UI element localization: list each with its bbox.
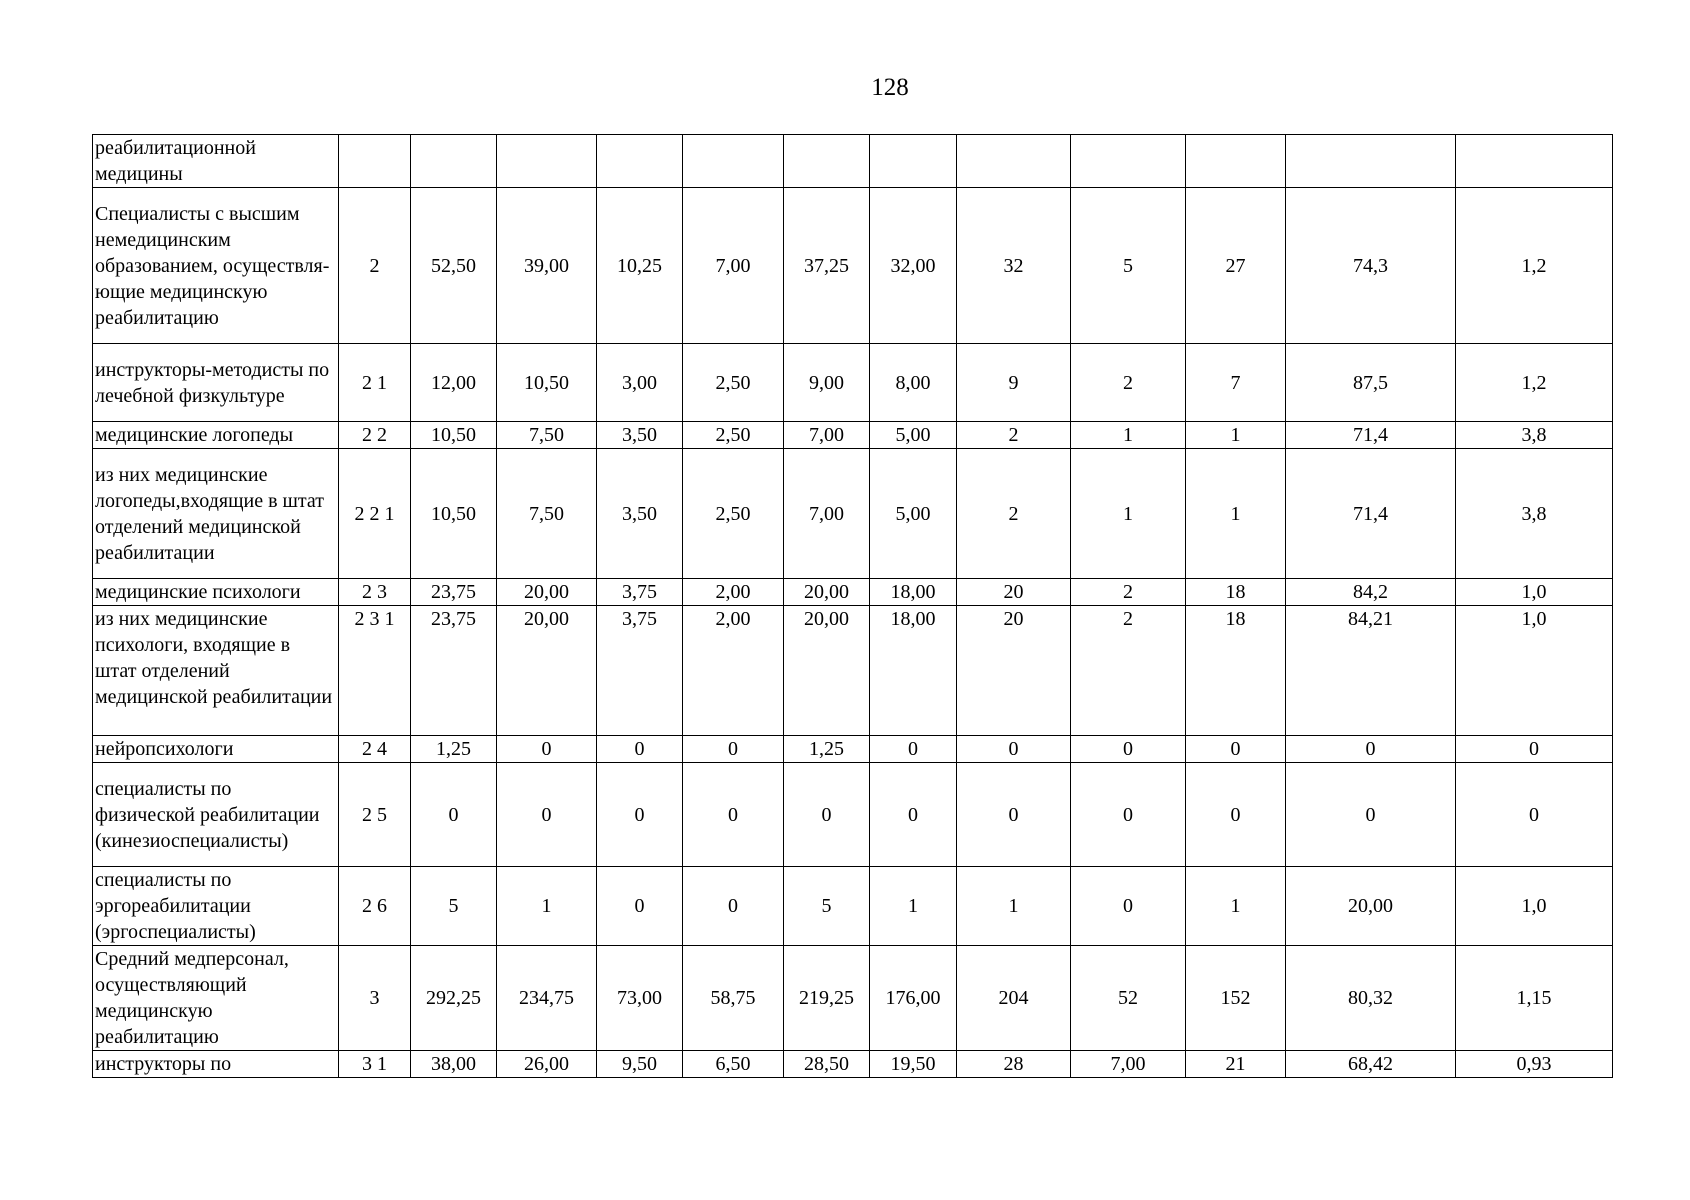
value-cell xyxy=(1286,135,1456,188)
value-cell: 18,00 xyxy=(870,606,957,736)
value-cell: 1 xyxy=(497,867,597,946)
value-cell xyxy=(597,135,683,188)
value-cell: 58,75 xyxy=(683,946,784,1051)
value-cell xyxy=(683,135,784,188)
row-code-cell: 2 6 xyxy=(339,867,411,946)
value-cell: 0 xyxy=(870,736,957,763)
value-cell: 7,50 xyxy=(497,422,597,449)
value-cell: 18,00 xyxy=(870,579,957,606)
value-cell: 2 xyxy=(1071,606,1186,736)
value-cell: 1,0 xyxy=(1456,606,1613,736)
value-cell: 1 xyxy=(1071,449,1186,579)
value-cell: 68,42 xyxy=(1286,1051,1456,1078)
value-cell: 0 xyxy=(597,867,683,946)
value-cell: 20,00 xyxy=(1286,867,1456,946)
row-name-cell: специалисты по эргореабилитации (эргоспециалисты) xyxy=(93,867,339,946)
value-cell: 0 xyxy=(411,763,497,867)
value-cell: 5 xyxy=(1071,188,1186,344)
value-cell: 73,00 xyxy=(597,946,683,1051)
value-cell: 3,50 xyxy=(597,449,683,579)
row-name-cell: нейропсихологи xyxy=(93,736,339,763)
row-name-cell: из них медицинские логопеды,входящие в штат отделений медицинской реабилитации xyxy=(93,449,339,579)
value-cell: 1,2 xyxy=(1456,188,1613,344)
value-cell: 0 xyxy=(784,763,870,867)
row-name-cell: Специалисты с высшим немедицинским образованием, осуществля-ющие медицинскую реабилитацию xyxy=(93,188,339,344)
value-cell: 0 xyxy=(1456,736,1613,763)
value-cell: 2,50 xyxy=(683,344,784,422)
value-cell: 1,25 xyxy=(784,736,870,763)
value-cell: 10,50 xyxy=(411,449,497,579)
value-cell: 176,00 xyxy=(870,946,957,1051)
value-cell: 1 xyxy=(1071,422,1186,449)
row-name-cell: Средний медперсонал, осуществляющий медицинскую реабилитацию xyxy=(93,946,339,1051)
value-cell: 10,50 xyxy=(497,344,597,422)
row-code-cell: 3 xyxy=(339,946,411,1051)
value-cell: 8,00 xyxy=(870,344,957,422)
value-cell: 2 xyxy=(957,449,1071,579)
value-cell: 1 xyxy=(1186,867,1286,946)
staffing-table xyxy=(92,134,1613,1078)
value-cell: 18 xyxy=(1186,579,1286,606)
value-cell: 3,8 xyxy=(1456,422,1613,449)
value-cell: 0 xyxy=(957,736,1071,763)
row-code-cell: 2 2 xyxy=(339,422,411,449)
table-row xyxy=(93,579,1613,606)
value-cell: 9 xyxy=(957,344,1071,422)
table-row xyxy=(93,135,1613,188)
value-cell: 204 xyxy=(957,946,1071,1051)
value-cell: 5 xyxy=(784,867,870,946)
value-cell: 0 xyxy=(1071,736,1186,763)
value-cell: 7,00 xyxy=(784,449,870,579)
value-cell: 234,75 xyxy=(497,946,597,1051)
value-cell: 23,75 xyxy=(411,579,497,606)
value-cell: 32 xyxy=(957,188,1071,344)
value-cell: 10,50 xyxy=(411,422,497,449)
value-cell: 84,2 xyxy=(1286,579,1456,606)
value-cell: 7,00 xyxy=(683,188,784,344)
value-cell: 20,00 xyxy=(784,606,870,736)
row-name-cell: медицинские логопеды xyxy=(93,422,339,449)
value-cell: 19,50 xyxy=(870,1051,957,1078)
value-cell: 20,00 xyxy=(497,579,597,606)
table-row xyxy=(93,422,1613,449)
value-cell: 37,25 xyxy=(784,188,870,344)
value-cell: 2 xyxy=(1071,344,1186,422)
value-cell: 0 xyxy=(870,763,957,867)
value-cell: 2 xyxy=(957,422,1071,449)
value-cell: 0 xyxy=(683,867,784,946)
value-cell: 6,50 xyxy=(683,1051,784,1078)
value-cell: 152 xyxy=(1186,946,1286,1051)
value-cell xyxy=(784,135,870,188)
value-cell: 7,00 xyxy=(784,422,870,449)
value-cell: 32,00 xyxy=(870,188,957,344)
row-code-cell: 2 4 xyxy=(339,736,411,763)
value-cell: 1 xyxy=(957,867,1071,946)
row-name-cell: из них медицинские психологи, входящие в штат отделений медицинской реабилитации xyxy=(93,606,339,736)
value-cell: 9,00 xyxy=(784,344,870,422)
value-cell: 3,75 xyxy=(597,579,683,606)
table-row xyxy=(93,1051,1613,1078)
value-cell: 52 xyxy=(1071,946,1186,1051)
value-cell: 74,3 xyxy=(1286,188,1456,344)
value-cell xyxy=(957,135,1071,188)
value-cell: 20 xyxy=(957,579,1071,606)
row-code-cell: 2 3 xyxy=(339,579,411,606)
value-cell: 3,50 xyxy=(597,422,683,449)
value-cell: 7,00 xyxy=(1071,1051,1186,1078)
value-cell: 10,25 xyxy=(597,188,683,344)
value-cell: 28,50 xyxy=(784,1051,870,1078)
value-cell: 3,00 xyxy=(597,344,683,422)
value-cell: 27 xyxy=(1186,188,1286,344)
value-cell: 18 xyxy=(1186,606,1286,736)
value-cell: 219,25 xyxy=(784,946,870,1051)
value-cell: 0 xyxy=(1186,736,1286,763)
row-name-cell: реабилитационной медицины xyxy=(93,135,339,188)
value-cell: 20,00 xyxy=(784,579,870,606)
row-name-cell: инструкторы по xyxy=(93,1051,339,1078)
table-row xyxy=(93,449,1613,579)
value-cell: 12,00 xyxy=(411,344,497,422)
row-name-cell: медицинские психологи xyxy=(93,579,339,606)
table-row xyxy=(93,736,1613,763)
table-row xyxy=(93,946,1613,1051)
value-cell: 0 xyxy=(1456,763,1613,867)
row-code-cell: 2 2 1 xyxy=(339,449,411,579)
value-cell: 1 xyxy=(1186,422,1286,449)
value-cell: 1 xyxy=(870,867,957,946)
value-cell: 0 xyxy=(1186,763,1286,867)
value-cell xyxy=(411,135,497,188)
table-row xyxy=(93,344,1613,422)
value-cell: 0 xyxy=(1071,867,1186,946)
value-cell: 38,00 xyxy=(411,1051,497,1078)
value-cell: 1 xyxy=(1186,449,1286,579)
value-cell xyxy=(1456,135,1613,188)
value-cell: 84,21 xyxy=(1286,606,1456,736)
value-cell: 2,00 xyxy=(683,606,784,736)
value-cell: 0 xyxy=(1071,763,1186,867)
value-cell: 0 xyxy=(957,763,1071,867)
value-cell: 71,4 xyxy=(1286,422,1456,449)
row-code-cell: 3 1 xyxy=(339,1051,411,1078)
row-name-cell: специалисты по физической реабилитации (кинезиоспециалисты) xyxy=(93,763,339,867)
value-cell: 5 xyxy=(411,867,497,946)
value-cell: 0 xyxy=(683,736,784,763)
value-cell: 5,00 xyxy=(870,449,957,579)
value-cell: 0 xyxy=(1286,763,1456,867)
value-cell: 7,50 xyxy=(497,449,597,579)
row-code-cell xyxy=(339,135,411,188)
value-cell: 2,00 xyxy=(683,579,784,606)
table-row xyxy=(93,867,1613,946)
value-cell: 0 xyxy=(1286,736,1456,763)
value-cell xyxy=(1186,135,1286,188)
value-cell: 71,4 xyxy=(1286,449,1456,579)
value-cell: 52,50 xyxy=(411,188,497,344)
value-cell: 3,8 xyxy=(1456,449,1613,579)
table-body xyxy=(93,135,1613,1078)
value-cell: 2 xyxy=(1071,579,1186,606)
value-cell xyxy=(870,135,957,188)
value-cell: 1,15 xyxy=(1456,946,1613,1051)
value-cell: 28 xyxy=(957,1051,1071,1078)
value-cell: 39,00 xyxy=(497,188,597,344)
value-cell: 7 xyxy=(1186,344,1286,422)
value-cell: 9,50 xyxy=(597,1051,683,1078)
row-code-cell: 2 xyxy=(339,188,411,344)
row-code-cell: 2 5 xyxy=(339,763,411,867)
value-cell: 23,75 xyxy=(411,606,497,736)
value-cell: 0 xyxy=(497,763,597,867)
table-row xyxy=(93,763,1613,867)
value-cell: 1,0 xyxy=(1456,867,1613,946)
value-cell: 0 xyxy=(683,763,784,867)
table-row xyxy=(93,606,1613,736)
value-cell xyxy=(497,135,597,188)
value-cell: 26,00 xyxy=(497,1051,597,1078)
value-cell xyxy=(1071,135,1186,188)
row-code-cell: 2 1 xyxy=(339,344,411,422)
value-cell: 2,50 xyxy=(683,449,784,579)
row-code-cell: 2 3 1 xyxy=(339,606,411,736)
value-cell: 87,5 xyxy=(1286,344,1456,422)
value-cell: 0,93 xyxy=(1456,1051,1613,1078)
row-name-cell: инструкторы-методисты по лечебной физкультуре xyxy=(93,344,339,422)
value-cell: 2,50 xyxy=(683,422,784,449)
value-cell: 0 xyxy=(597,763,683,867)
value-cell: 292,25 xyxy=(411,946,497,1051)
value-cell: 0 xyxy=(597,736,683,763)
value-cell: 3,75 xyxy=(597,606,683,736)
table-row xyxy=(93,188,1613,344)
value-cell: 21 xyxy=(1186,1051,1286,1078)
value-cell: 20 xyxy=(957,606,1071,736)
value-cell: 5,00 xyxy=(870,422,957,449)
value-cell: 80,32 xyxy=(1286,946,1456,1051)
value-cell: 1,25 xyxy=(411,736,497,763)
value-cell: 1,0 xyxy=(1456,579,1613,606)
value-cell: 1,2 xyxy=(1456,344,1613,422)
page-number: 128 xyxy=(871,74,909,101)
value-cell: 0 xyxy=(497,736,597,763)
value-cell: 20,00 xyxy=(497,606,597,736)
